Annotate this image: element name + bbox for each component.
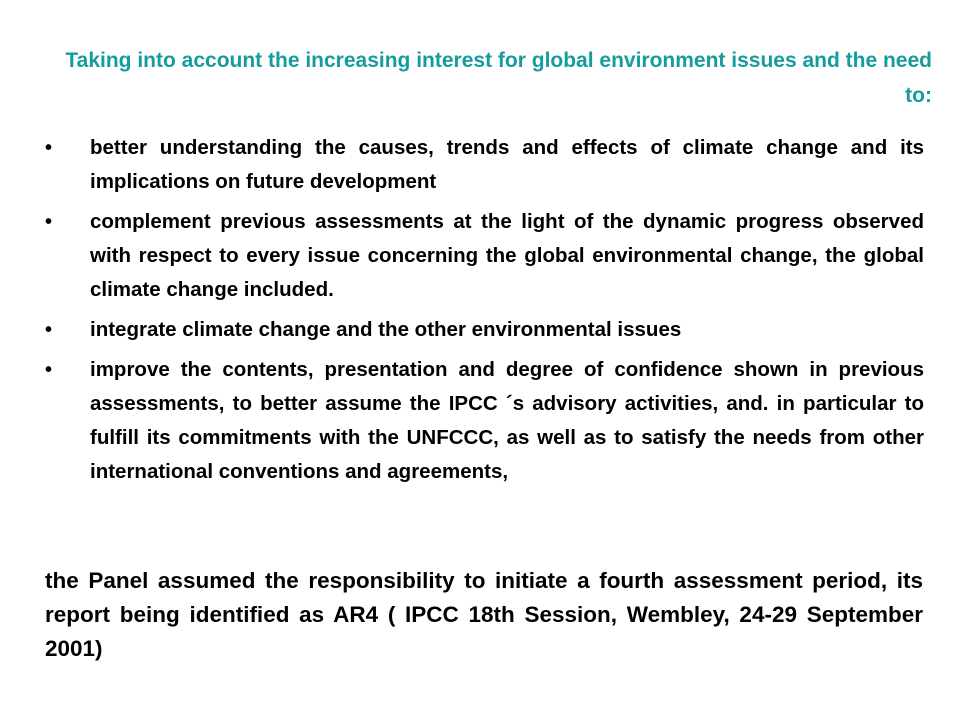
bullet-dot-icon: • bbox=[45, 319, 53, 341]
bullet-dot-icon: • bbox=[45, 211, 53, 233]
slide-heading: Taking into account the increasing interest for global environment issues and the need to: bbox=[65, 49, 932, 107]
bullet-dot-icon: • bbox=[45, 137, 53, 159]
bullet-item bbox=[0, 131, 924, 199]
bullet-item bbox=[0, 353, 924, 489]
bullet-text: better understanding the causes, trends and effects of climate change and its implications on future development bbox=[90, 136, 924, 193]
bullet-dot-icon: • bbox=[45, 359, 53, 381]
bullet-text: integrate climate change and the other environmental issues bbox=[90, 318, 682, 341]
bullet-item bbox=[0, 313, 924, 347]
closing-paragraph: the Panel assumed the responsibility to initiate a fourth assessment period, its report being identified as AR4 ( IPCC 18th Session, Wembley, 24-29 September 2001) bbox=[45, 568, 923, 661]
bullet-text: complement previous assessments at the light of the dynamic progress observed with respect to every issue concerning the global environmental change, the global climate change included. bbox=[90, 210, 924, 301]
bullet-list bbox=[0, 131, 960, 495]
bullet-item bbox=[0, 205, 924, 307]
bullet-text: improve the contents, presentation and degree of confidence shown in previous assessments, to better assume the IPCC ´s advisory activities, and. in particular to fulfill its commitments with the UNFCCC, as well as to satisfy the needs from other international conventions and agreements, bbox=[90, 358, 924, 483]
